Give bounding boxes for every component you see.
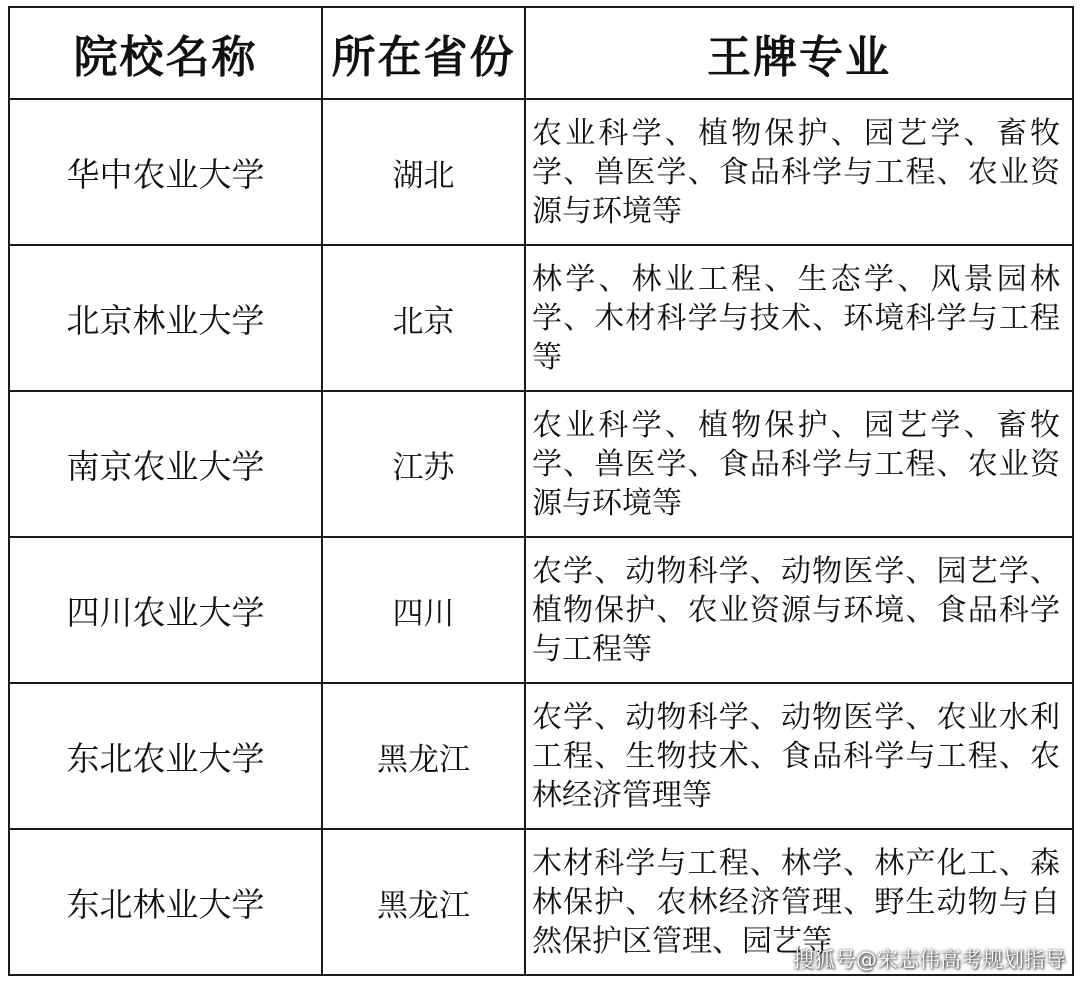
header-province: 所在省份: [322, 7, 525, 99]
school-name-cell: 东北农业大学: [9, 683, 322, 829]
table-row: [9, 683, 1073, 829]
school-name-cell: 四川农业大学: [9, 537, 322, 683]
university-majors-table: [8, 6, 1074, 976]
majors-cell: 农学、动物科学、动物医学、园艺学、植物保护、农业资源与环境、食品科学与工程等: [525, 537, 1073, 683]
majors-cell: 农业科学、植物保护、园艺学、畜牧学、兽医学、食品科学与工程、农业资源与环境等: [525, 391, 1073, 537]
majors-cell: 林学、林业工程、生态学、风景园林学、木材科学与技术、环境科学与工程等: [525, 245, 1073, 391]
university-table-container: [8, 6, 1072, 976]
source-watermark: 搜狐号@宋志伟高考规划指导: [793, 948, 1066, 972]
table-row: [9, 99, 1073, 245]
province-cell: 黑龙江: [322, 829, 525, 975]
province-cell: 湖北: [322, 99, 525, 245]
majors-cell: 农学、动物科学、动物医学、农业水利工程、生物技术、食品科学与工程、农林经济管理等: [525, 683, 1073, 829]
province-cell: 北京: [322, 245, 525, 391]
school-name-cell: 东北林业大学: [9, 829, 322, 975]
table-row: [9, 537, 1073, 683]
table-row: [9, 391, 1073, 537]
province-cell: 江苏: [322, 391, 525, 537]
school-name-cell: 南京农业大学: [9, 391, 322, 537]
province-cell: 黑龙江: [322, 683, 525, 829]
province-cell: 四川: [322, 537, 525, 683]
header-key-majors: 王牌专业: [525, 7, 1073, 99]
table-row: [9, 245, 1073, 391]
header-school-name: 院校名称: [9, 7, 322, 99]
majors-cell: 木材科学与工程、林学、林产化工、森林保护、农林经济管理、野生动物与自然保护区管理、园艺等: [525, 829, 1073, 975]
school-name-cell: 北京林业大学: [9, 245, 322, 391]
majors-cell: 农业科学、植物保护、园艺学、畜牧学、兽医学、食品科学与工程、农业资源与环境等: [525, 99, 1073, 245]
school-name-cell: 华中农业大学: [9, 99, 322, 245]
table-header-row: [9, 7, 1073, 99]
